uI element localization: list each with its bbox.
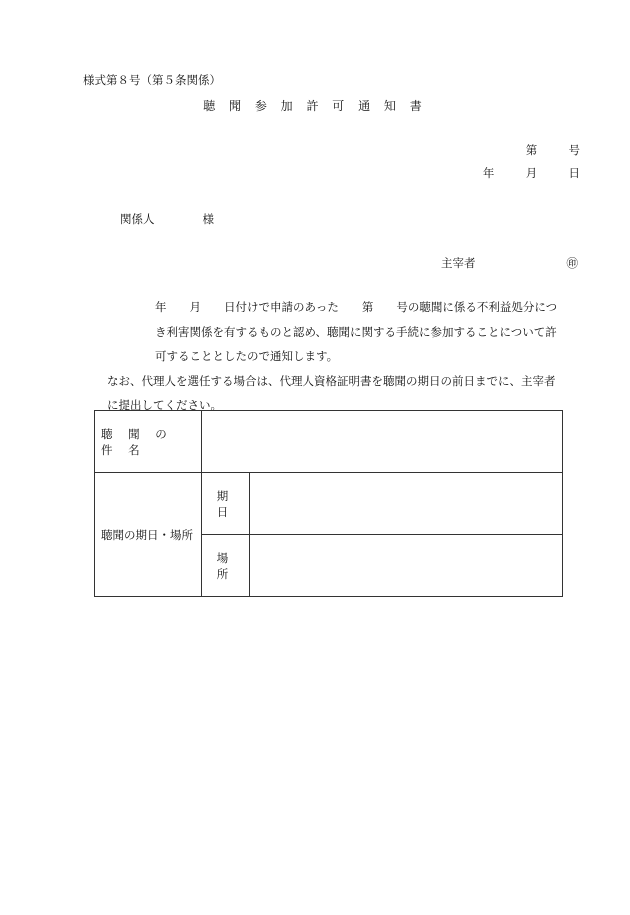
hearing-info-table <box>94 410 563 597</box>
doc-number-dai: 第 <box>525 143 538 157</box>
hearing-place-field[interactable] <box>250 535 563 597</box>
recipient-honorific: 様 <box>202 212 214 226</box>
document-number <box>526 142 580 158</box>
hearing-place-label: 場 所 <box>202 535 250 597</box>
form-number: 様式第８号（第５条関係） <box>83 73 221 87</box>
organizer-label: 主宰者 <box>441 256 476 270</box>
doc-number-go: 号 <box>568 143 580 157</box>
notice-paragraph-1: 年 月 日付けで申請のあった 第 号の聴聞に係る不利益処分につき利害関係を有するものと認め、聴聞に関する手続に参加することについて許可することとしたので通知します。 <box>155 300 558 363</box>
date-year: 年 <box>482 166 495 180</box>
date-day: 日 <box>568 166 580 180</box>
recipient-label: 関係人 <box>120 212 155 226</box>
case-name-label: 聴 聞 の 件 名 <box>95 411 202 473</box>
notice-body <box>95 295 565 418</box>
hearing-date-field[interactable] <box>250 473 563 535</box>
seal-mark: ㊞ <box>566 256 578 270</box>
document-title: 聴 聞 参 加 許 可 通 知 書 <box>203 99 427 113</box>
case-name-field[interactable] <box>202 411 563 473</box>
hearing-date-label: 期 日 <box>202 473 250 535</box>
date-month: 月 <box>525 166 538 180</box>
recipient-line <box>120 211 214 227</box>
notice-paragraph-2: なお、代理人を選任する場合は、代理人資格証明書を聴聞の期日の前日までに、主宰者に提出してください。 <box>107 373 556 412</box>
issue-date <box>483 165 580 181</box>
date-place-label: 聴聞の期日・場所 <box>95 473 202 597</box>
